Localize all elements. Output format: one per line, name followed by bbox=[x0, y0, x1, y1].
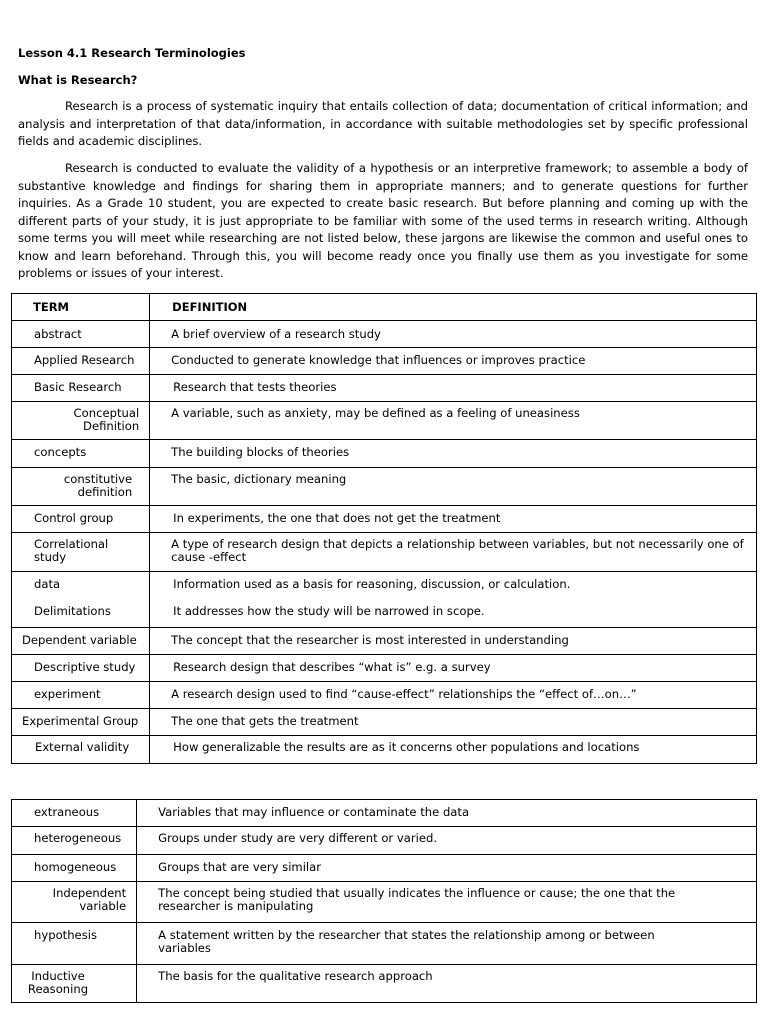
table-header-row bbox=[12, 294, 757, 321]
table-row bbox=[12, 882, 757, 923]
table-row bbox=[12, 348, 757, 375]
term-cell: Applied Research bbox=[12, 348, 150, 375]
definition-cell: The concept that the researcher is most interested in understanding bbox=[150, 628, 757, 655]
table-row bbox=[12, 682, 757, 709]
definition-cell: A statement written by the researcher that states the relationship among or between variables bbox=[137, 923, 757, 965]
term-cell: Inductive Reasoning bbox=[12, 965, 137, 1003]
section-title: What is Research? bbox=[18, 73, 138, 87]
table-row bbox=[12, 321, 757, 348]
definition-cell: In experiments, the one that does not get the treatment bbox=[150, 506, 757, 533]
definition-delimitations: It addresses how the study will be narrowed in scope. bbox=[173, 603, 485, 618]
term-cell: extraneous bbox=[12, 800, 137, 827]
term-cell: External validity bbox=[12, 736, 150, 764]
table-row bbox=[12, 827, 757, 855]
table-row bbox=[12, 655, 757, 682]
definition-cell: The basic, dictionary meaning bbox=[150, 468, 757, 506]
term-cell: constitutive definition bbox=[12, 468, 150, 506]
term-cell: abstract bbox=[12, 321, 150, 348]
definition-cell: Research design that describes “what is” e.g. a survey bbox=[150, 655, 757, 682]
definition-cell: A type of research design that depicts a relationship between variables, but not necessarily one of cause -effect bbox=[150, 533, 757, 572]
definition-cell: The one that gets the treatment bbox=[150, 709, 757, 736]
terminology-table-2 bbox=[11, 799, 757, 1003]
definition-cell: Groups under study are very different or varied. bbox=[137, 827, 757, 855]
definition-cell: A brief overview of a research study bbox=[150, 321, 757, 348]
term-cell: Independent variable bbox=[12, 882, 137, 923]
term-cell: homogeneous bbox=[12, 855, 137, 882]
table-row bbox=[12, 468, 757, 506]
table-row bbox=[12, 965, 757, 1003]
header-term: TERM bbox=[12, 294, 150, 321]
term-cell: Conceptual Definition bbox=[12, 402, 150, 440]
table-row bbox=[12, 800, 757, 827]
term-cell: heterogeneous bbox=[12, 827, 137, 855]
definition-cell: Groups that are very similar bbox=[137, 855, 757, 882]
table-row bbox=[12, 533, 757, 572]
definition-cell bbox=[150, 572, 757, 628]
paragraph-1: Research is a process of systematic inquiry that entails collection of data; documentation of critical information; and analysis and interpretation of that data/information, in accordance with suitable methodologies set by specific professional fields and academic disciplines. bbox=[18, 99, 748, 148]
definition-data: Information used as a basis for reasoning, discussion, or calculation. bbox=[173, 577, 571, 591]
term-data: data bbox=[34, 577, 61, 591]
term-delimitations: Delimitations bbox=[34, 604, 111, 618]
table-row bbox=[12, 923, 757, 965]
table-row bbox=[12, 628, 757, 655]
term-cell: Correlational study bbox=[12, 533, 150, 572]
definition-cell: The basis for the qualitative research approach bbox=[137, 965, 757, 1003]
table-row bbox=[12, 709, 757, 736]
definition-cell: Variables that may influence or contaminate the data bbox=[137, 800, 757, 827]
definition-cell: The building blocks of theories bbox=[150, 440, 757, 468]
table-row bbox=[12, 736, 757, 764]
definition-cell: Conducted to generate knowledge that influences or improves practice bbox=[150, 348, 757, 375]
table-row bbox=[12, 855, 757, 882]
term-cell: Basic Research bbox=[12, 375, 150, 402]
term-cell bbox=[12, 572, 150, 628]
table-row bbox=[12, 572, 757, 628]
paragraph-2: Research is conducted to evaluate the validity of a hypothesis or an interpretive framework; to assemble a body of substantive knowledge and findings for sharing them in appropriate manners; and to generate questions for further inquiries. As a Grade 10 student, you are expected to create basic research. But before planning and coming up with the different parts of your study, it is just appropriate to be familiar with some of the used terms in research writing. Although some terms you will meet while researching are not listed below, these jargons are likewise the common and useful ones to know and learn beforehand. Through this, you will become ready once you finally use them as you investigate for some problems or issues of your interest. bbox=[18, 161, 748, 280]
term-cell: Descriptive study bbox=[12, 655, 150, 682]
definition-cell: A variable, such as anxiety, may be defined as a feeling of uneasiness bbox=[150, 402, 757, 440]
term-cell: concepts bbox=[12, 440, 150, 468]
table-row bbox=[12, 375, 757, 402]
definition-cell: Research that tests theories bbox=[150, 375, 757, 402]
term-cell: hypothesis bbox=[12, 923, 137, 965]
table-row bbox=[12, 402, 757, 440]
table-row bbox=[12, 440, 757, 468]
term-cell: Experimental Group bbox=[12, 709, 150, 736]
header-definition: DEFINITION bbox=[150, 294, 757, 321]
definition-cell: A research design used to find “cause-effect” relationships the “effect of…on…” bbox=[150, 682, 757, 709]
definition-cell: How generalizable the results are as it concerns other populations and locations bbox=[150, 736, 757, 764]
lesson-title: Lesson 4.1 Research Terminologies bbox=[18, 46, 246, 60]
terminology-table-1 bbox=[11, 293, 757, 764]
term-cell: Dependent variable bbox=[12, 628, 150, 655]
definition-cell: The concept being studied that usually indicates the influence or cause; the one that the researcher is manipulating bbox=[137, 882, 757, 923]
table-row bbox=[12, 506, 757, 533]
term-cell: experiment bbox=[12, 682, 150, 709]
term-cell: Control group bbox=[12, 506, 150, 533]
